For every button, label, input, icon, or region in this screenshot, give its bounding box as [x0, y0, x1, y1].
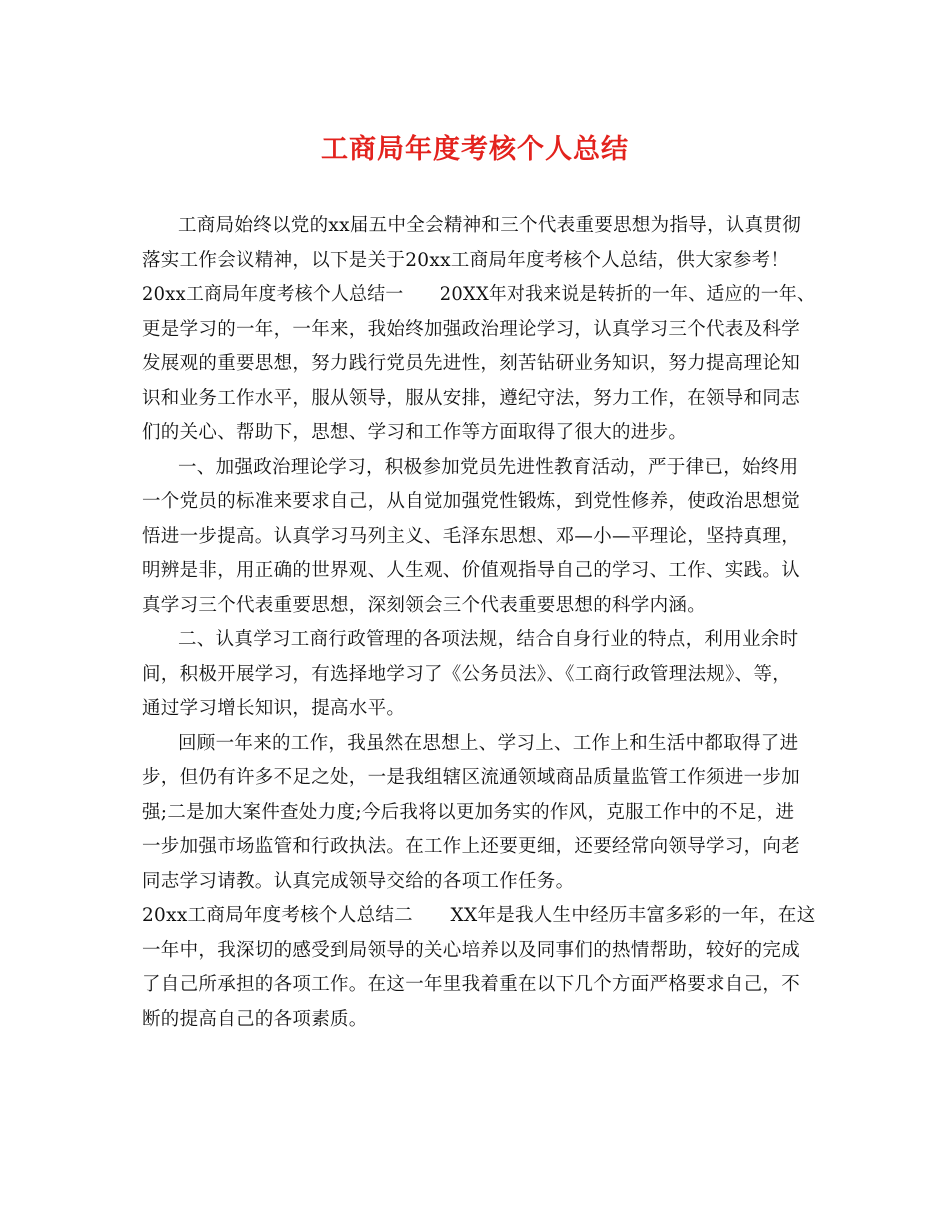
- body-text-line: 强;二是加大案件查处力度;今后我将以更加务实的作风，克服工作中的不足，进: [142, 801, 795, 823]
- body-text-line: 落实工作会议精神，以下是关于20xx工商局年度考核个人总结，供大家参考！: [142, 249, 790, 271]
- body-text-line: 通过学习增长知识，提高水平。: [142, 698, 406, 719]
- body-text-line: 一个党员的标准来要求自己，从自觉加强党性锻炼，到党性修养，使政治思想觉: [142, 491, 801, 512]
- body-text-line: 更是学习的一年，一年来，我始终加强政治理论学习，认真学习三个代表及科学: [142, 318, 801, 340]
- body-text-line: 明辨是非，用正确的世界观、人生观、价值观指导自己的学习、工作、实践。认: [142, 560, 801, 581]
- body-text-line: 二、认真学习工商行政管理的各项法规，结合自身行业的特点，利用业余时: [178, 629, 799, 650]
- body-text-line: 了自己所承担的各项工作。在这一年里我着重在以下几个方面严格要求自己，不: [142, 974, 801, 995]
- body-text-line: 识和业务工作水平，服从领导，服从安排，遵纪守法，努力工作，在领导和同志: [142, 387, 801, 409]
- body-text-line: 20xx工商局年度考核个人总结二 XX年是我人生中经历丰富多彩的一年，在这: [142, 905, 816, 926]
- body-text-line: 同志学习请教。认真完成领导交给的各项工作任务。: [142, 870, 575, 892]
- body-text-line: 真学习三个代表重要思想，深刻领会三个代表重要思想的科学内涵。: [142, 594, 707, 616]
- body-text-line: 发展观的重要思想，努力践行党员先进性，刻苦钻研业务知识，努力提高理论知: [142, 353, 801, 374]
- body-text-line: 回顾一年来的工作，我虽然在思想上、学习上、工作上和生活中都取得了进: [178, 732, 799, 754]
- body-text-line: 一、加强政治理论学习，积极参加党员先进性教育活动，严于律已，始终用: [178, 456, 799, 478]
- body-text-line: 一年中，我深切的感受到局领导的关心培养以及同事们的热情帮助，较好的完成: [142, 939, 801, 961]
- body-text-line: 间，积极开展学习，有选择地学习了《公务员法》、《工商行政管理法规》、等，: [142, 663, 792, 685]
- body-text-line: 们的关心、帮助下，思想、学习和工作等方面取得了很大的进步。: [142, 422, 688, 443]
- body-text-line: 一步加强市场监管和行政执法。在工作上还要更细，还要经常向领导学习，向老: [142, 836, 801, 857]
- body-text-line: 20xx工商局年度考核个人总结一 20XX年对我来说是转折的一年、适应的一年、: [142, 284, 816, 305]
- body-text-line: 悟进一步提高。认真学习马列主义、毛泽东思想、邓—小—平理论，坚持真理，: [142, 525, 801, 547]
- body-text-line: 步，但仍有许多不足之处，一是我组辖区流通领域商品质量监管工作须进一步加: [142, 767, 801, 788]
- body-text-line: 断的提高自己的各项素质。: [142, 1008, 368, 1030]
- body-text-line: 工商局始终以党的xx届五中全会精神和三个代表重要思想为指导，认真贯彻: [178, 215, 802, 236]
- document-title: 工商局年度考核个人总结: [321, 134, 629, 165]
